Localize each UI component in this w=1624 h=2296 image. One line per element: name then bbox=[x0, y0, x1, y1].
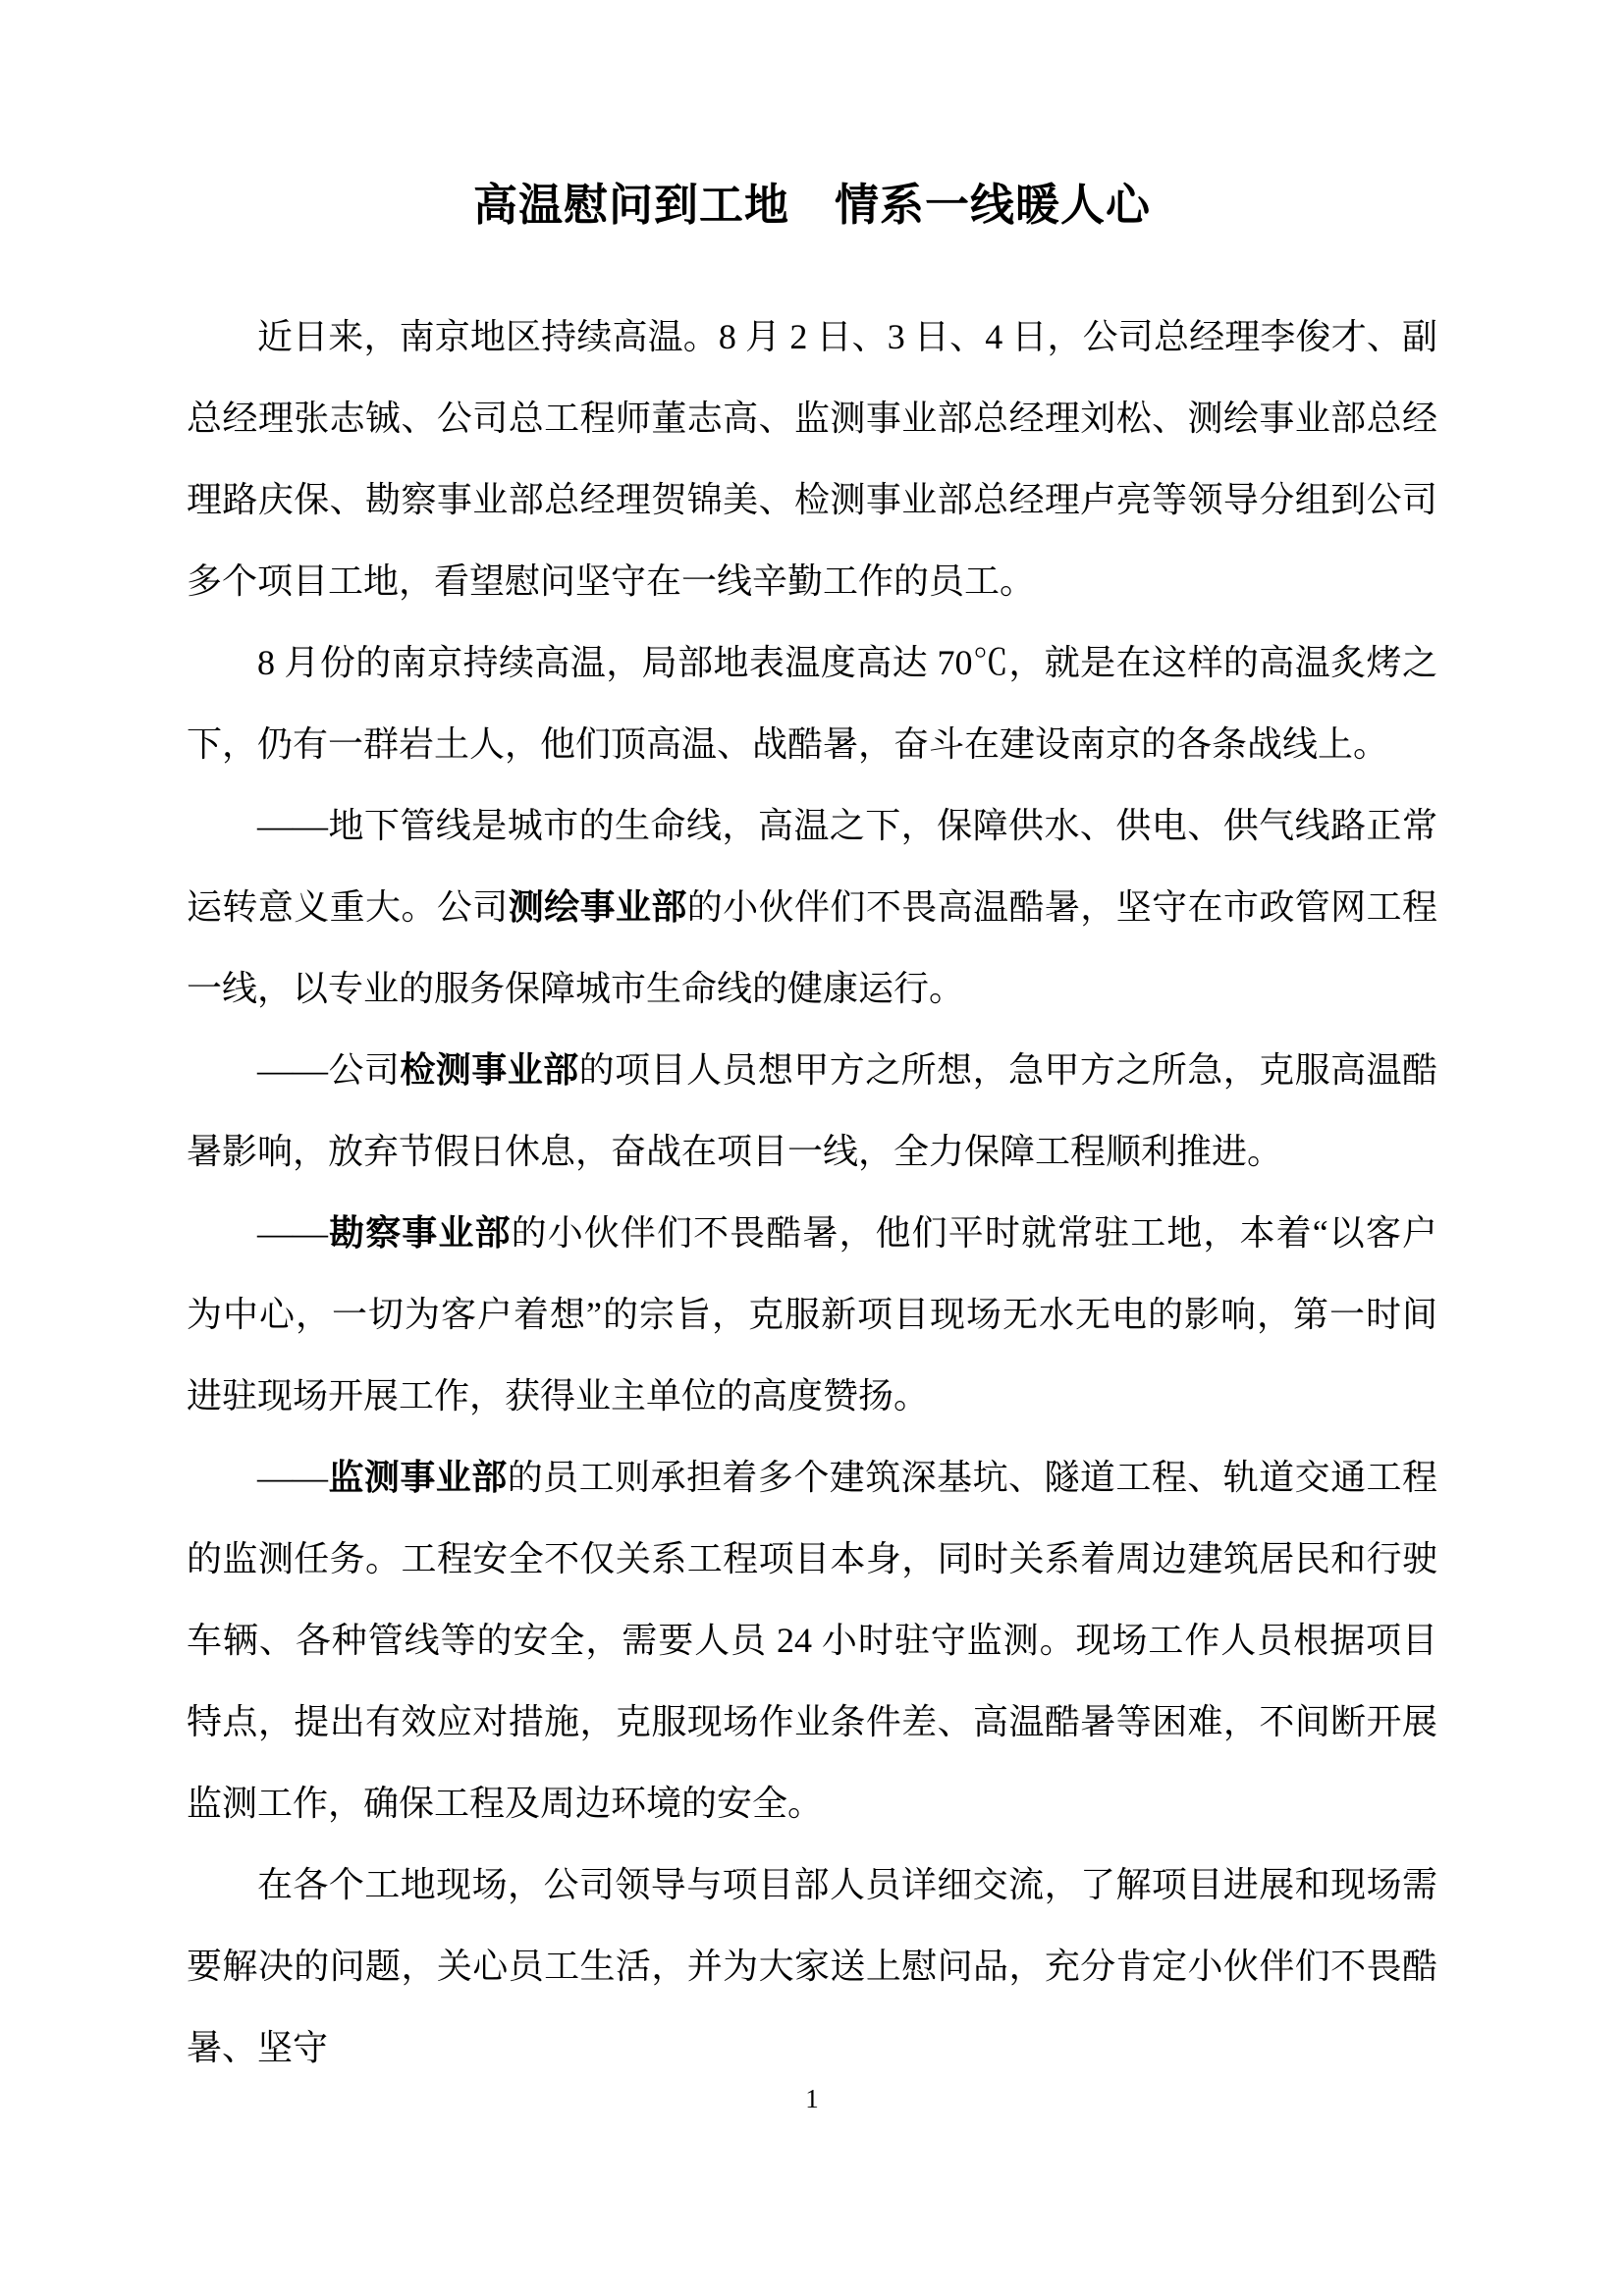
paragraph-text: 的项目人员想甲方之所想，急甲方之所急，克服高温酷暑影响，放弃节假日休息，奋战在项目一线，全力保障工程顺利推进。 bbox=[187, 1050, 1437, 1171]
paragraph-text: 的员工则承担着多个建筑深基坑、隧道工程、轨道交通工程的监测任务。工程安全不仅关系工程项目本身，同时关系着周边建筑居民和行驶车辆、各种管线等的安全，需要人员 24 小时驻守监测。现场工作人员根据项目特点，提出有效应对措施，克服现场作业条件差、高温酷暑等困难，不间断开展监测工作，确保工程及周边环境的安全。 bbox=[187, 1458, 1437, 1823]
paragraph-text: 8 月份的南京持续高温，局部地表温度高达 70℃，就是在这样的高温炙烤之下，仍有一群岩土人，他们顶高温、战酷暑，奋斗在建设南京的各条战线上。 bbox=[187, 643, 1437, 764]
paragraph bbox=[187, 1437, 1437, 1844]
paragraph-text: ——公司 bbox=[257, 1050, 401, 1090]
paragraph-text: 在各个工地现场，公司领导与项目部人员详细交流，了解项目进展和现场需要解决的问题，关心员工生活，并为大家送上慰问品，充分肯定小伙伴们不畏酷暑、坚守 bbox=[187, 1865, 1437, 2067]
department-name-bold: 测绘事业部 bbox=[508, 887, 687, 927]
document-body bbox=[187, 296, 1437, 2089]
paragraph bbox=[187, 785, 1437, 1030]
paragraph-text: —— bbox=[257, 1458, 328, 1497]
paragraph bbox=[187, 1193, 1437, 1437]
paragraph bbox=[187, 622, 1437, 785]
paragraph-text: —— bbox=[257, 1213, 328, 1253]
paragraph-text: 的小伙伴们不畏酷暑，他们平时就常驻工地，本着“以客户为中心，一切为客户着想”的宗旨，克服新项目现场无水无电的影响，第一时间进驻现场开展工作，获得业主单位的高度赞扬。 bbox=[187, 1213, 1437, 1415]
department-name-bold: 监测事业部 bbox=[328, 1458, 508, 1497]
paragraph bbox=[187, 296, 1437, 622]
paragraph bbox=[187, 1030, 1437, 1193]
page-number: 1 bbox=[805, 2084, 819, 2113]
department-name-bold: 检测事业部 bbox=[400, 1050, 579, 1090]
paragraph-text: 的小伙伴们不畏高温酷暑，坚守在市政管网工程一线，以专业的服务保障城市生命线的健康运行。 bbox=[187, 887, 1437, 1008]
paragraph-text: ——地下管线是城市的生命线，高温之下，保障供水、供电、供气线路正常运转意义重大。公司 bbox=[187, 806, 1437, 927]
paragraph-text: 近日来，南京地区持续高温。8 月 2 日、3 日、4 日，公司总经理李俊才、副总经理张志铖、公司总工程师董志高、监测事业部总经理刘松、测绘事业部总经理路庆保、勘察事业部总经理贺锦美、检测事业部总经理卢亮等领导分组到公司多个项目工地，看望慰问坚守在一线辛勤工作的员工。 bbox=[187, 317, 1437, 601]
document-title: 高温慰问到工地 情系一线暖人心 bbox=[472, 181, 1151, 230]
paragraph bbox=[187, 1844, 1437, 2089]
department-name-bold: 勘察事业部 bbox=[328, 1213, 512, 1253]
